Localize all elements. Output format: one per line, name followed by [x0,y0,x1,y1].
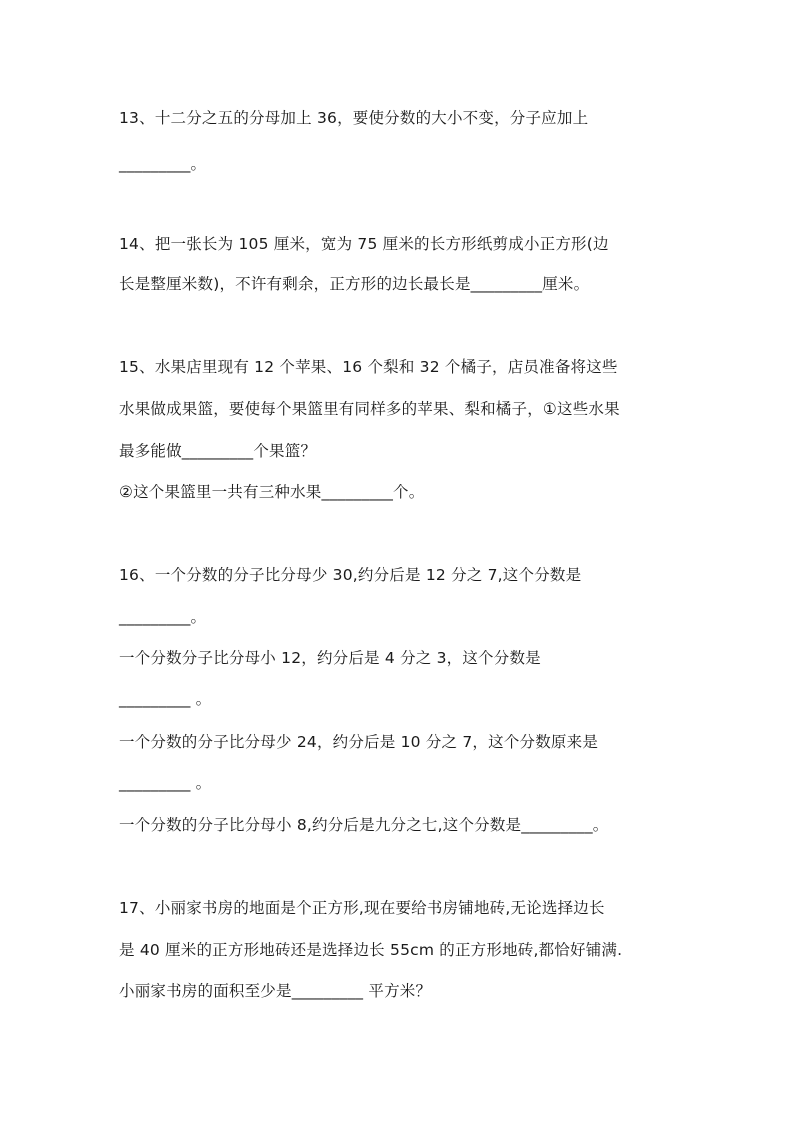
question-15-line-2: 水果做成果篮，要使每个果篮里有同样多的苹果、梨和橘子，①这些水果 [119,400,620,418]
question-16-line-5: 一个分数的分子比分母少 24，约分后是 10 分之 7，这个分数原来是 [119,733,599,751]
question-16-line-3: 一个分数分子比分母小 12，约分后是 4 分之 3，这个分数是 [119,649,541,667]
question-13-line-2: _________。 [119,155,207,173]
question-16-line-6: _________ 。 [119,774,212,792]
question-13-line-1: 13、十二分之五的分母加上 36，要使分数的大小不变，分子应加上 [119,109,589,127]
question-15-line-1: 15、水果店里现有 12 个苹果、16 个梨和 32 个橘子，店员准备将这些 [119,358,618,376]
question-16-line-7: 一个分数的分子比分母小 8,约分后是九分之七,这个分数是_________。 [119,816,609,834]
question-14-line-2: 长是整厘米数)，不许有剩余，正方形的边长最长是_________厘米。 [119,275,590,293]
question-17-line-3: 小丽家书房的面积至少是_________ 平方米？ [119,982,432,1000]
question-16-line-2: _________。 [119,608,207,626]
question-16-line-1: 16、一个分数的分子比分母少 30,约分后是 12 分之 7,这个分数是 [119,566,582,584]
question-15-line-4: ②这个果篮里一共有三种水果_________个。 [119,483,425,501]
question-17-line-1: 17、小丽家书房的地面是个正方形,现在要给书房铺地砖,无论选择边长 [119,899,605,917]
question-16-line-4: _________ 。 [119,690,212,708]
question-17-line-2: 是 40 厘米的正方形地砖还是选择边长 55cm 的正方形地砖,都恰好铺满. [119,941,623,959]
question-14-line-1: 14、把一张长为 105 厘米，宽为 75 厘米的长方形纸剪成小正方形(边 [119,235,609,253]
question-15-line-3: 最多能做_________个果篮？ [119,442,317,460]
